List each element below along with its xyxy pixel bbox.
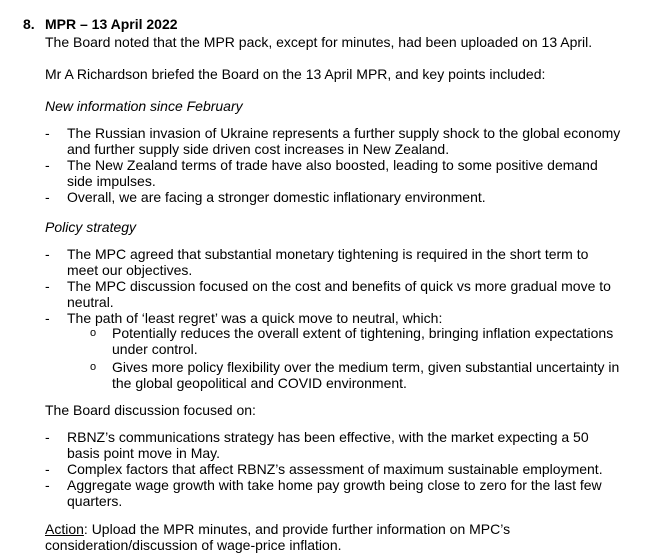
dash-marker: - [45,477,50,493]
bullet-text: Complex factors that affect RBNZ’s assessment of maximum sustainable employment. [67,461,603,477]
item-title: MPR – 13 April 2022 [45,16,178,32]
new-info-list [45,125,622,205]
dash-marker: - [45,278,50,294]
item-heading [23,16,178,32]
bullet-text: The MPC discussion focused on the cost and benefits of quick vs more gradual move to neutral. [67,278,611,310]
policy-sub-bullet-2 [45,359,622,391]
policy-bullet-3 [45,310,622,326]
policy-bullet-1 [45,246,622,278]
policy-bullet-2 [45,278,622,310]
board-bullet-3 [45,477,622,509]
sub-bullet-text: Gives more policy flexibility over the medium term, given substantial uncertainty in the global geopolitical and COVID environment. [112,359,620,391]
board-discussion-list [45,429,622,509]
dash-marker: - [45,125,50,141]
intro-line: The Board noted that the MPR pack, except for minutes, had been uploaded on 13 April. [45,34,593,50]
sub-bullet-text: Potentially reduces the overall extent of tightening, bringing inflation expectations under control. [112,325,614,357]
new-info-bullet-3 [45,189,622,205]
action-text: : Upload the MPR minutes, and provide further information on MPC’s consideration/discussion of wage-price inflation. [45,521,511,553]
new-info-subheading: New information since February [45,98,243,114]
action-line [45,521,605,553]
bullet-text: Overall, we are facing a stronger domestic inflationary environment. [67,189,486,205]
circle-marker: o [90,361,97,373]
policy-subheading: Policy strategy [45,219,137,235]
bullet-text: Aggregate wage growth with take home pay growth being close to zero for the last few quarters. [67,477,602,509]
board-bullet-1 [45,429,622,461]
new-info-bullet-2 [45,157,622,189]
policy-sublist [45,325,622,391]
briefing-line: Mr A Richardson briefed the Board on the 13 April MPR, and key points included: [45,66,546,82]
board-discussion-intro: The Board discussion focused on: [45,402,256,418]
policy-sub-bullet-1 [45,325,622,357]
dash-marker: - [45,157,50,173]
circle-marker: o [90,327,97,339]
item-number: 8. [23,16,35,32]
action-label: Action [45,521,84,537]
board-bullet-2 [45,461,622,477]
bullet-text: The New Zealand terms of trade have also boosted, leading to some positive demand side impulses. [67,157,598,189]
dash-marker: - [45,246,50,262]
policy-list [45,246,622,326]
bullet-text: The MPC agreed that substantial monetary tightening is required in the short term to meet our objectives. [67,246,589,278]
new-info-bullet-1 [45,125,622,157]
bullet-text: The path of ‘least regret’ was a quick move to neutral, which: [67,310,443,326]
dash-marker: - [45,310,50,326]
bullet-text: The Russian invasion of Ukraine represents a further supply shock to the global economy and further supply side driven cost increases in New Zealand. [67,125,621,157]
dash-marker: - [45,461,50,477]
dash-marker: - [45,189,50,205]
bullet-text: RBNZ’s communications strategy has been effective, with the market expecting a 50 basis point move in May. [67,429,589,461]
dash-marker: - [45,429,50,445]
